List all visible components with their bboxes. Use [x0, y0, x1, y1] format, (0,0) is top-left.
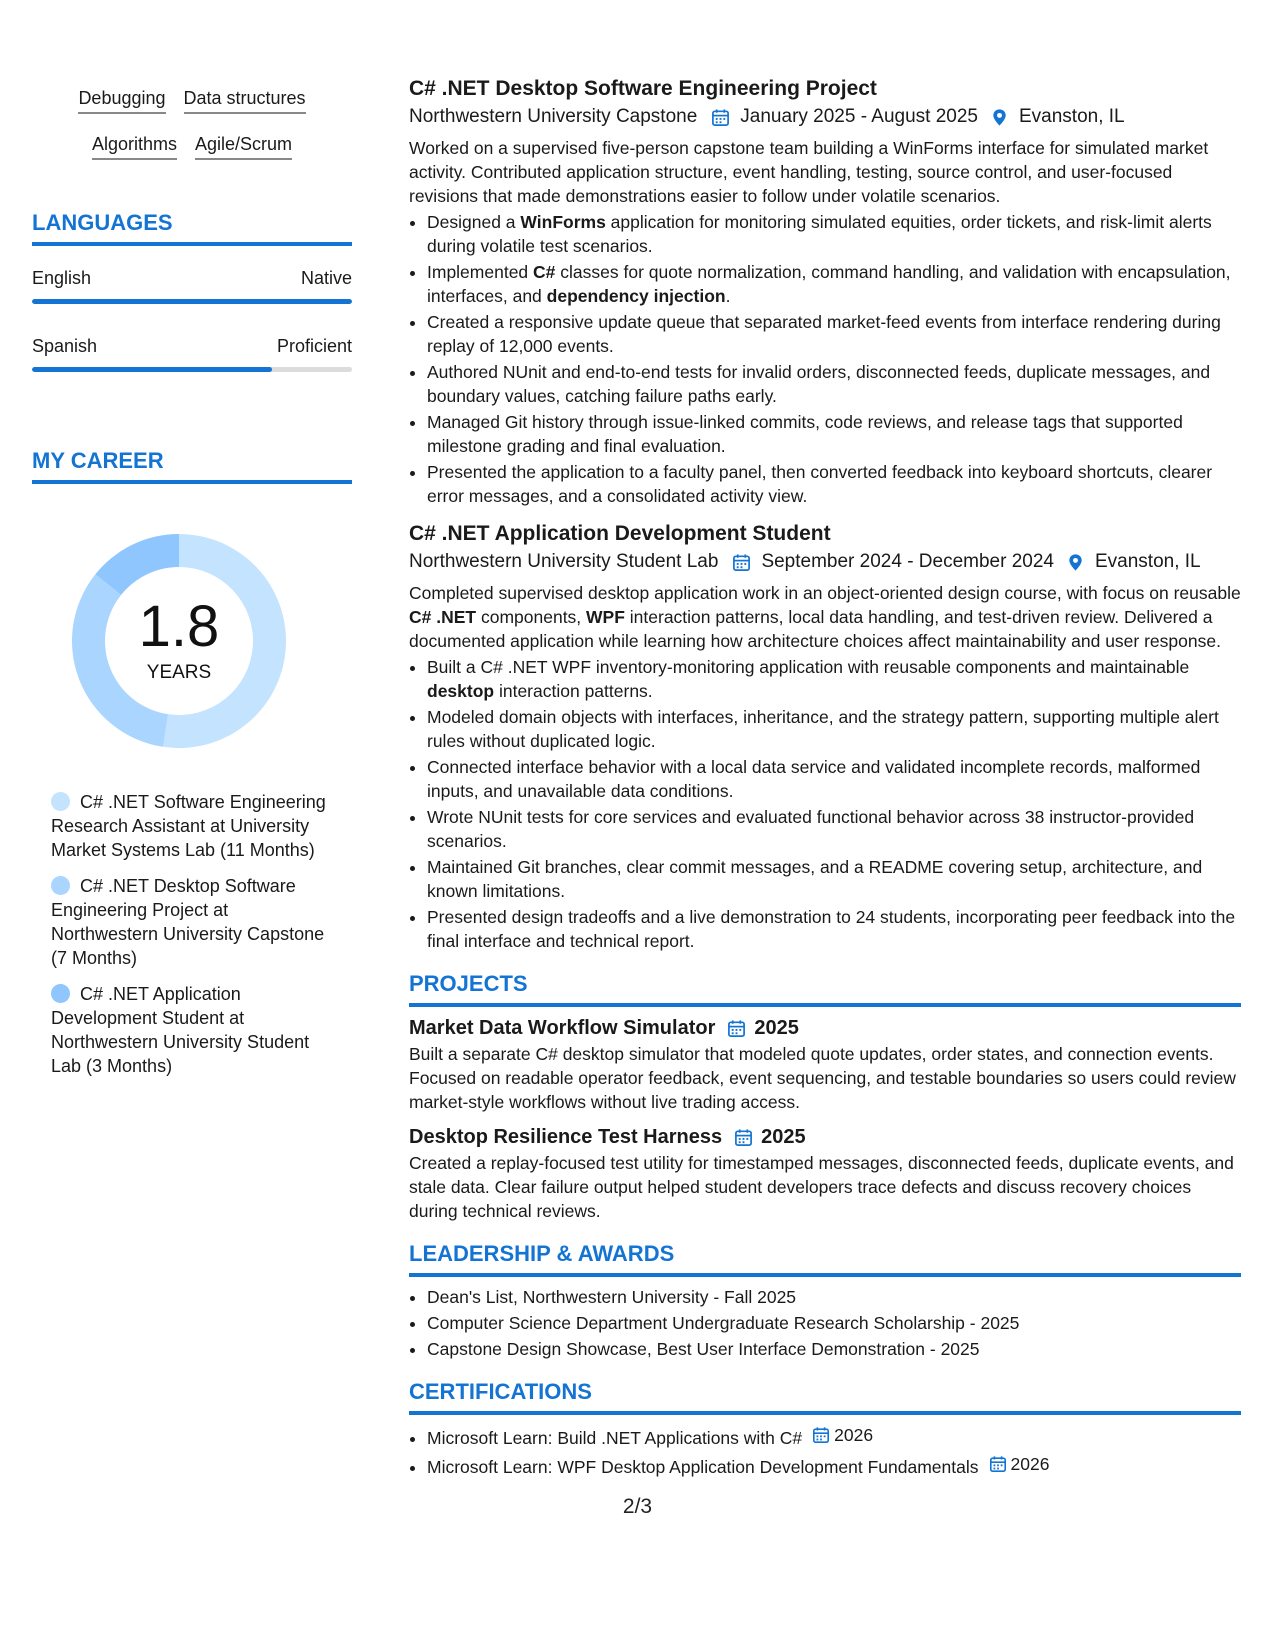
career-total-unit: YEARS — [146, 662, 212, 683]
language-item — [32, 336, 352, 372]
language-level: Proficient — [276, 336, 352, 356]
job-bullet: • Created a responsive update queue that separated market-feed events from interface rendering during replay of 12,000 events. — [427, 310, 1241, 358]
certification-year: 2026 — [834, 1425, 874, 1445]
leadership-heading: LEADERSHIP & AWARDS — [409, 1241, 1241, 1277]
projects-section — [409, 971, 1241, 1223]
job-description: Worked on a supervised five-person capstone team building a WinForms interface for simulated market activity. Contributed application structure, event handling, testing, source control, and user-focused revisions that made demonstrations easier to follow under volatile scenarios. — [409, 138, 1209, 206]
leadership-section — [409, 1241, 1241, 1361]
job-description: Completed supervised desktop application work in an object-oriented design course, with focus on reusable C# .NET components, WPF interaction patterns, local data handling, and test-driven review. Delivered a documented application while learning how architecture choices affect maintainability and user response. — [409, 583, 1241, 651]
right-column — [409, 77, 1241, 1479]
career-legend-item — [51, 874, 331, 970]
skills-list — [32, 88, 352, 160]
skill-tag: Agile/Scrum — [195, 134, 292, 160]
certifications-list — [409, 1423, 1241, 1479]
career-section — [32, 448, 352, 1078]
career-legend — [32, 790, 331, 1078]
project-name: Market Data Workflow Simulator — [409, 1017, 716, 1039]
skill-tag: Data structures — [184, 88, 306, 114]
job-bullet: • Managed Git history through issue-linked commits, code reviews, and release tags that supported milestone grading and final evaluation. — [427, 410, 1241, 458]
legend-dot — [51, 792, 70, 811]
job-bullets — [409, 210, 1241, 508]
career-donut-chart — [66, 528, 292, 754]
languages-section — [32, 210, 352, 372]
language-name: English — [32, 268, 92, 288]
left-column — [32, 80, 352, 1090]
proficiency-fill — [32, 367, 272, 372]
job-dates: January 2025 - August 2025 — [740, 106, 978, 127]
calendar-icon — [989, 1455, 1007, 1473]
award-item: • Computer Science Department Undergraduate Research Scholarship - 2025 — [427, 1311, 1241, 1335]
certification-item — [427, 1423, 1241, 1450]
skill-tag: Debugging — [78, 88, 165, 114]
calendar-icon — [734, 1128, 753, 1147]
job-bullet: • Modeled domain objects with interfaces, inheritance, and the strategy pattern, supporting multiple alert rules without duplicated logic. — [427, 705, 1241, 753]
career-total-value: 1.8 — [138, 594, 220, 659]
job-bullet: • Designed a WinForms application for monitoring simulated equities, order tickets, and risk-limit alerts during volatile test scenarios. — [427, 210, 1241, 258]
projects-heading: PROJECTS — [409, 971, 1241, 1007]
certifications-heading: CERTIFICATIONS — [409, 1379, 1241, 1415]
location-pin-icon — [1066, 553, 1085, 572]
job-bullet: • Built a C# .NET WPF inventory-monitoring application with reusable components and maintainable desktop interaction patterns. — [427, 655, 1241, 703]
awards-list — [409, 1285, 1241, 1361]
language-level: Native — [300, 268, 352, 288]
calendar-icon — [711, 108, 730, 127]
job-bullet: • Implemented C# classes for quote normalization, command handling, and validation with encapsulation, interfaces, and dependency injection. — [427, 260, 1241, 308]
job-bullet: • Wrote NUnit tests for core services and evaluated functional behavior across 38 instructor-provided scenarios. — [427, 805, 1241, 853]
job-bullets — [409, 655, 1241, 953]
job-meta — [409, 106, 1241, 128]
job-dates: September 2024 - December 2024 — [761, 551, 1054, 572]
project-year: 2025 — [754, 1017, 799, 1039]
calendar-icon — [732, 553, 751, 572]
certifications-section — [409, 1379, 1241, 1479]
certification-name: Microsoft Learn: WPF Desktop Application Development Fundamentals — [427, 1457, 979, 1477]
location-pin-icon — [990, 108, 1009, 127]
job-meta — [409, 551, 1241, 573]
project-item — [409, 1017, 1241, 1114]
career-entry-label: C# .NET Software Engineering Research Assistant at University Market Systems Lab (11 Months) — [51, 792, 326, 860]
legend-dot — [51, 876, 70, 895]
career-entry-label: C# .NET Desktop Software Engineering Project at Northwestern University Capstone (7 Months) — [51, 876, 325, 968]
calendar-icon — [727, 1019, 746, 1038]
language-name: Spanish — [32, 336, 98, 356]
job-location: Evanston, IL — [1095, 551, 1201, 572]
award-item: • Dean's List, Northwestern University - Fall 2025 — [427, 1285, 1241, 1309]
job-organization: Northwestern University Capstone — [409, 106, 698, 127]
languages-heading: LANGUAGES — [32, 210, 352, 246]
calendar-icon — [812, 1426, 830, 1444]
job-bullet: • Presented design tradeoffs and a live demonstration to 24 students, incorporating peer feedback into the final interface and technical report. — [427, 905, 1241, 953]
proficiency-bar — [32, 367, 352, 372]
project-description: Built a separate C# desktop simulator that modeled quote updates, order states, and connection events. Focused on readable operator feedback, event sequencing, and testable boundaries so users could review market-style workflows without live trading access. — [409, 1044, 1236, 1112]
experience-entry — [409, 522, 1241, 953]
job-title: C# .NET Desktop Software Engineering Project — [409, 77, 877, 100]
certification-name: Microsoft Learn: Build .NET Applications with C# — [427, 1428, 803, 1448]
job-bullet: • Authored NUnit and end-to-end tests for invalid orders, disconnected feeds, duplicate messages, and boundary values, catching failure paths early. — [427, 360, 1241, 408]
award-item: • Capstone Design Showcase, Best User Interface Demonstration - 2025 — [427, 1337, 1241, 1361]
job-bullet: • Connected interface behavior with a local data service and validated incomplete records, malformed inputs, and unavailable data conditions. — [427, 755, 1241, 803]
page-indicator: 2/3 — [622, 1495, 653, 1518]
experience-entry — [409, 77, 1241, 508]
job-location: Evanston, IL — [1018, 106, 1125, 127]
project-item — [409, 1126, 1241, 1223]
career-legend-item — [51, 982, 331, 1078]
project-name: Desktop Resilience Test Harness — [409, 1126, 723, 1148]
certification-year: 2026 — [1010, 1454, 1050, 1474]
project-year: 2025 — [761, 1126, 806, 1148]
career-entry-label: C# .NET Application Development Student at Northwestern University Student Lab (3 Months) — [51, 984, 310, 1076]
proficiency-fill — [32, 299, 352, 304]
job-title: C# .NET Application Development Student — [409, 522, 831, 545]
language-item — [32, 268, 352, 304]
job-bullet: • Presented the application to a faculty panel, then converted feedback into keyboard shortcuts, clearer error messages, and a consolidated activity view. — [427, 460, 1241, 508]
career-heading: MY CAREER — [32, 448, 352, 484]
project-description: Created a replay-focused test utility for timestamped messages, disconnected feeds, duplicate events, and stale data. Clear failure output helped student developers trace defects and discuss recovery choices during technical reviews. — [409, 1153, 1234, 1221]
skill-tag: Algorithms — [92, 134, 177, 160]
legend-dot — [51, 984, 70, 1003]
job-bullet: • Maintained Git branches, clear commit messages, and a README covering setup, architecture, and known limitations. — [427, 855, 1241, 903]
certification-item — [427, 1452, 1241, 1479]
job-organization: Northwestern University Student Lab — [409, 551, 719, 572]
proficiency-bar — [32, 299, 352, 304]
career-legend-item — [51, 790, 331, 862]
